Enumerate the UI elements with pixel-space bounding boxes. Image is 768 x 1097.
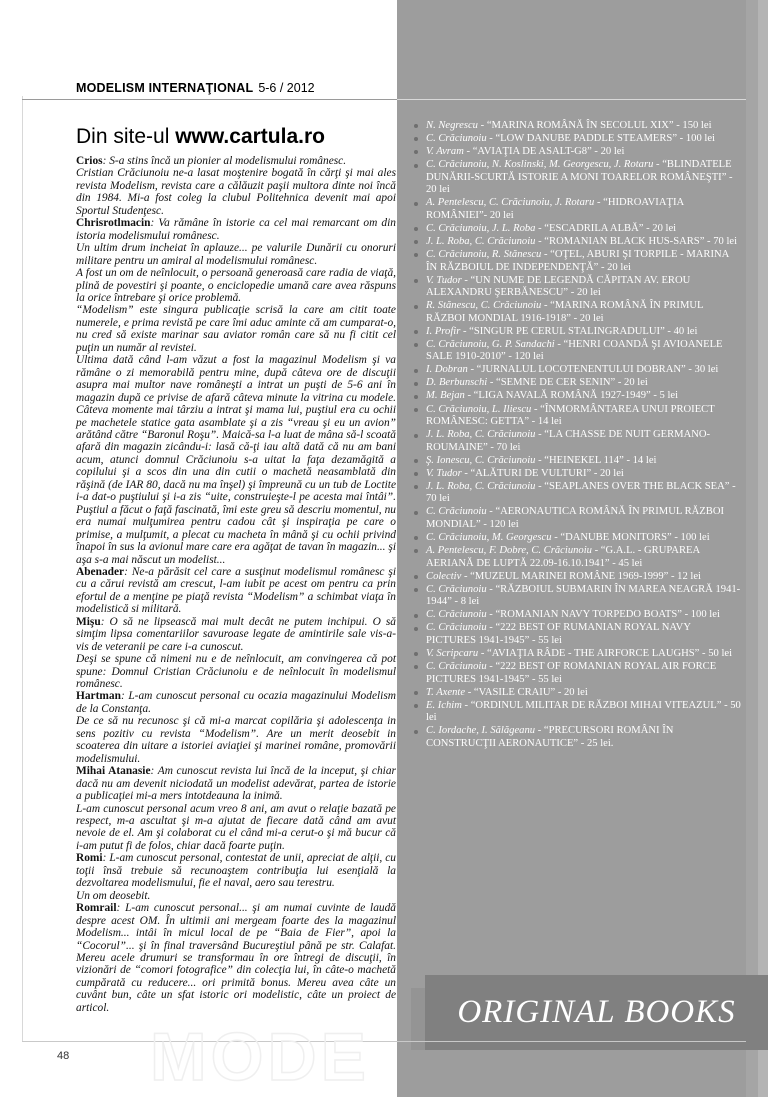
book-list-item bbox=[412, 197, 742, 222]
article-body bbox=[76, 155, 396, 1014]
paragraph-text: “Modelism” este singura publicaţie scrisă la care am citit toate numerele, e prima revistă pe care îmi aduc aminte că am cumparat-o, nu cred să existe marinar sau aviator român care să nu fi citit cel puţin un număr al revistei. bbox=[76, 304, 396, 354]
book-author: V. Tudor bbox=[426, 274, 465, 286]
book-author: C. Crăciunoiu bbox=[426, 583, 490, 595]
book-title-price: - “G.A.L. - GRUPAREA AERIANĂ DE LUPTĂ 22.09-16.10.1941” - 45 lei bbox=[426, 545, 700, 569]
book-title-price: - “SEMNE DE CER SENIN” - 20 lei bbox=[489, 377, 648, 389]
book-author: C. Crăciunoiu, G. P. Sandachi bbox=[426, 338, 558, 350]
book-title-price: - “MARINA ROMÂNĂ ÎN SECOLUL XIX” - 150 lei bbox=[480, 120, 712, 131]
book-author: C. Crăciunoiu bbox=[426, 609, 490, 621]
book-list-item bbox=[412, 364, 742, 377]
article-title-lead: Din site-ul bbox=[76, 125, 176, 148]
paragraph-text: A fost un om de neînlocuit, o persoană generoasă care radia de viaţă, plină de povestiri şi poante, o enciclopedie umană care avea răspuns la orice întrebare şi orice problemă. bbox=[76, 267, 396, 304]
book-list-item bbox=[412, 532, 742, 545]
bullet-icon bbox=[414, 164, 418, 168]
book-author: C. Crăciunoiu, M. Georgescu bbox=[426, 532, 555, 543]
book-list-item bbox=[412, 377, 742, 390]
commenter-name: Chrisrotlmacin bbox=[76, 217, 151, 230]
bullet-icon bbox=[414, 202, 418, 206]
book-author: V. Avram bbox=[426, 146, 467, 158]
bullet-icon bbox=[414, 227, 418, 231]
book-title-price: - “MARINA ROMÂNĂ ÎN PRIMUL RĂZBOI MONDIAL 1916-1918” - 20 lei bbox=[426, 300, 704, 324]
paragraph-text: : L-am cunoscut personal cu ocazia magazinului Modelism de la Constanţa. bbox=[76, 690, 396, 715]
book-title-price: - “ÎNMORMÂNTAREA UNUI PROIECT ROMÂNESC: GETTA” - 14 lei bbox=[426, 403, 715, 428]
bullet-icon bbox=[414, 279, 418, 283]
bullet-icon bbox=[414, 485, 418, 489]
book-author: I. Profir bbox=[426, 325, 463, 337]
bullet-icon bbox=[414, 549, 418, 553]
bullet-icon bbox=[414, 150, 418, 154]
paragraph-text: Ultima dată când l-am văzut a fost la magazinul Modelism şi va rămâne o zi memorabilă pentru mine, după câteva ore de discuţii asupra mai multor nave româneşti a intrat un puşti de 5-6 ani în magazin după ce privise de afară câteva minute la vitrina cu modele. Câteva momente mai târziu a intrat şi mama lui, puştiul era cu ochii pe machetele statice gata asamblate şi a zis “vreau şi eu un avion” arătând către “Baronul Roşu”. Maică-sa l-a luat de mâna să-l scoată afară din magazin zicându-i: lasă că-ţi iau altă dată că nu am bani acum, atunci domnul Crăciunoiu s-a uitat la faţa dezamăgită a copilului şi a scos din una din cutii o machetă neasamblată din răşină (de IAR 80, dacă nu ma înşel) şi împreună cu un tub de Loctite i-a dat-o puştiului şi i-a zis “uite, construieşte-l pe acesta mai întâi”. Puştiul a făcut o faţă fascinată, îmi este greu să descriu momentul, nu era numai mulţumirea pentru cadou cât şi inspiraţia pe care o primise, a mulţumit, a plecat cu macheta în mână şi cu ochii privind înapoi în sus la avionul mare care era agăţat de tavan în magazin... şi aşa s-a mai născut un modelist... bbox=[76, 354, 396, 566]
book-author: C. Crăciunoiu bbox=[426, 506, 490, 518]
bullet-icon bbox=[414, 305, 418, 309]
book-list-item bbox=[412, 275, 742, 300]
article-paragraph bbox=[76, 690, 396, 715]
book-title-price: - “UN NUME DE LEGENDĂ CĂPITAN AV. EROU ALEXANDRU ŞERBĂNESCU” - 20 lei bbox=[426, 274, 691, 299]
book-title-price: - “PRECURSORI ROMÂNI ÎN CONSTRUCŢII AERONAUTICE” - 25 lei. bbox=[426, 725, 674, 749]
paragraph-text: : O să ne lipsească mai mult decât ne putem inchipui. O să simţim lipsa comentariilor savuroase legate de amintirile sale vis-a-vis de veteranii pe care i-a cunoscut. bbox=[76, 615, 396, 653]
book-author: D. Berbunschi bbox=[426, 377, 490, 389]
book-author: A. Pentelescu, F. Dobre, C. Crăciunoiu bbox=[426, 545, 595, 557]
book-title-price: - “LOW DANUBE PADDLE STEAMERS” - 100 lei bbox=[489, 133, 715, 145]
book-title-price: - “LIGA NAVALĂ ROMÂNĂ 1927-1949” - 5 lei bbox=[467, 390, 679, 402]
article-paragraph bbox=[76, 616, 396, 653]
book-list-item bbox=[412, 687, 742, 700]
book-author: C. Crăciunoiu, N. Koslinski, M. Georgescu, J. Rotaru bbox=[426, 159, 657, 171]
header-divider-right bbox=[397, 99, 746, 100]
running-header bbox=[76, 81, 315, 95]
book-author: Ş. Ionescu, C. Crăciunoiu bbox=[426, 454, 539, 466]
book-title-price: - “HENRI COANDĂ ŞI AVIOANELE SALE 1910-2010” - 120 lei bbox=[426, 338, 723, 363]
bullet-icon bbox=[414, 343, 418, 347]
issue-number: 5-6 / 2012 bbox=[258, 81, 315, 95]
book-list bbox=[412, 120, 742, 751]
book-list-item bbox=[412, 236, 742, 249]
bullet-icon bbox=[414, 536, 418, 540]
book-list-item bbox=[412, 223, 742, 236]
paragraph-text: : Va rămâne în istorie ca cel mai remarcant om din istoria modelismului românesc. bbox=[76, 217, 396, 242]
book-title-price: - “SEAPLANES OVER THE BLACK SEA” - 70 lei bbox=[426, 480, 736, 505]
article-paragraph bbox=[76, 902, 396, 1014]
book-title-price: - “AERONAUTICA ROMÂNĂ ÎN PRIMUL RĂZBOI MONDIAL” - 120 lei bbox=[426, 506, 725, 530]
footer-divider bbox=[22, 1041, 746, 1042]
bullet-icon bbox=[414, 434, 418, 438]
page-edge-highlight bbox=[758, 0, 768, 1097]
book-title-price: - “BLINDATELE DUNĂRII-SCURTĂ ISTORIE A MONI TOARELOR ROMÂNEŞTI” - 20 lei bbox=[426, 159, 733, 196]
book-list-item bbox=[412, 339, 742, 364]
book-list-item bbox=[412, 300, 742, 325]
book-author: I. Dobran bbox=[426, 364, 471, 376]
paragraph-text: : L-am cunoscut personal, contestat de unii, apreciat de alţii, cu toţii însă trebuie să recunoaştem contribuţia lui esenţială la dezvoltarea modelismului, fie el naval, aero sau terestru. bbox=[76, 852, 396, 890]
commenter-name: Crios bbox=[76, 155, 103, 167]
left-margin-rule bbox=[22, 96, 23, 1041]
article-paragraph bbox=[76, 566, 396, 616]
original-books-label: ORIGINAL BOOKS bbox=[457, 994, 736, 1030]
book-list-item bbox=[412, 468, 742, 481]
bullet-icon bbox=[414, 511, 418, 515]
book-title-price: - “ESCADRILA ALBĂ” - 20 lei bbox=[538, 222, 677, 234]
bullet-icon bbox=[414, 665, 418, 669]
article-paragraph bbox=[76, 242, 396, 267]
book-list-item bbox=[412, 609, 742, 622]
book-list-item bbox=[412, 249, 742, 274]
bullet-icon bbox=[414, 459, 418, 463]
commenter-name: Mişu bbox=[76, 615, 101, 628]
book-title-price: - “ORDINUL MILITAR DE RĂZBOI MIHAI VITEAZUL” - 50 lei bbox=[426, 699, 741, 724]
commenter-name: Hartman bbox=[76, 690, 121, 703]
paragraph-text: : S-a stins încă un pionier al modelismului românesc. bbox=[102, 155, 347, 167]
commenter-name: Abenader bbox=[76, 565, 125, 578]
bullet-icon bbox=[414, 730, 418, 734]
article-paragraph bbox=[76, 155, 396, 167]
book-author: C. Crăciunoiu, L. Iliescu bbox=[426, 403, 534, 415]
book-title-price: - “SINGUR PE CERUL STALINGRADULUI” - 40 lei bbox=[462, 325, 698, 337]
article-paragraph bbox=[76, 803, 396, 853]
book-title-price: - “JURNALUL LOCOTENENTULUI DOBRAN” - 30 lei bbox=[470, 364, 719, 376]
paragraph-text: : Ne-a părăsit cel care a susţinut modelismul românesc şi cu a cărui revistă am crescut, l-am iubit pe acest om pentru ca prin efortul de a menţine pe piaţă revista “Modelism” a schimbat viaţa în modelistică si militară. bbox=[76, 565, 396, 616]
bullet-icon bbox=[414, 382, 418, 386]
paragraph-text: L-am cunoscut personal acum vreo 8 ani, am avut o relaţie bazată pe respect, m-a ascultat şi m-a ajutat de fiecare dată când am avut nevoie de el. Am şi colaborat cu el când mi-a cerut-o şi mă bucur că i-am putut fi de folos, chiar dacă foarte puţin. bbox=[76, 802, 396, 852]
bullet-icon bbox=[414, 253, 418, 257]
book-author: N. Negrescu bbox=[426, 120, 481, 131]
bullet-icon bbox=[414, 627, 418, 631]
bullet-icon bbox=[414, 408, 418, 412]
book-author: T. Axente bbox=[426, 686, 468, 698]
article-paragraph bbox=[76, 304, 396, 354]
commenter-name: Romi bbox=[76, 852, 103, 865]
bullet-icon bbox=[414, 704, 418, 708]
book-list-item bbox=[412, 661, 742, 686]
paragraph-text: Cristian Crăciunoiu ne-a lasat moştenire bogată în cărţi şi mai ales revista Modelism, revista care a călăuzit paşii multora dinte noi încă din 1984. Mi-a fost coleg la clubul Politehnica devenit mai apoi Sportul Studenţesc. bbox=[76, 167, 396, 217]
book-author: E. Ichim bbox=[426, 699, 465, 711]
article-paragraph bbox=[76, 852, 396, 889]
book-list-item bbox=[412, 133, 742, 146]
bullet-icon bbox=[414, 575, 418, 579]
book-list-item bbox=[412, 404, 742, 429]
book-title-price: - “DANUBE MONITORS” - 100 lei bbox=[554, 532, 710, 543]
bullet-icon bbox=[414, 395, 418, 399]
original-books-banner bbox=[425, 975, 768, 1050]
article-paragraph bbox=[76, 267, 396, 304]
book-title-price: - “HIDROAVIAŢIA ROMÂNIEI”- 20 lei bbox=[426, 197, 684, 221]
book-list-item bbox=[412, 506, 742, 531]
paragraph-text: De ce să nu recunosc şi că mi-a marcat copilăria şi adolescenţa in sens pozitiv cu revista “Modelism”. Are un merit deosebit in scoaterea din uitare a istoriei aviaţiei şi marinei române, promovării modelismului. bbox=[76, 715, 396, 765]
book-author: C. Crăciunoiu, R. Stănescu bbox=[426, 248, 544, 260]
book-list-item bbox=[412, 571, 742, 584]
book-author: R. Stănescu, C. Crăciunoiu bbox=[426, 300, 544, 312]
article-paragraph bbox=[76, 167, 396, 217]
bullet-icon bbox=[414, 652, 418, 656]
book-title-price: - “ALĂTURI DE VULTURI” - 20 lei bbox=[464, 467, 624, 479]
book-title-price: - “222 BEST OF RUMANIAN ROYAL NAVY PICTURES 1941-1945” - 55 lei bbox=[426, 622, 691, 646]
book-author: J. L. Roba, C. Crăciunoiu bbox=[426, 429, 539, 441]
bullet-icon bbox=[414, 472, 418, 476]
bullet-icon bbox=[414, 588, 418, 592]
book-title-price: - “AVIAŢIA RÂDE - THE AIRFORCE LAUGHS” - 50 lei bbox=[480, 647, 733, 659]
paragraph-text: : L-am cunoscut personal... şi am numai cuvinte de laudă despre acest OM. În ultimii ani mergeam foarte des la magazinul Modelism... intâi în micul local de pe “Baia de Fier”, apoi la “Cocorul”... şi în final traversând Bucureştiul până pe str. Calafat. Mereu acele drumuri se transformau în ore întregi de discuţii, în vizionări de “comori fotografice” din colecţia lui, în câte-o machetă cumpărată cu reducere... ori primită bonus. Mereu avea câte un cuvânt bun, câte un sfat istoric ori modelistic, câte un proiect de articol. bbox=[76, 902, 396, 1014]
paragraph-text: Un om deosebit. bbox=[76, 889, 151, 902]
bullet-icon bbox=[414, 137, 418, 141]
page-number: 48 bbox=[57, 1050, 70, 1062]
book-author: C. Iordache, I. Sălăgeanu bbox=[426, 725, 538, 737]
article-title bbox=[76, 125, 396, 149]
article-paragraph bbox=[76, 715, 396, 765]
book-author: M. Bejan bbox=[426, 390, 468, 402]
commenter-name: Mihai Atanasie bbox=[76, 765, 151, 778]
paragraph-text: Deşi se spune că nimeni nu e de neînlocuit, am convingerea că pot spune: Domnul Cristian Crăciunoiu e de neînlocuit în modelismul românesc. bbox=[76, 653, 396, 691]
bullet-icon bbox=[414, 691, 418, 695]
book-list-item bbox=[412, 159, 742, 197]
article-paragraph bbox=[76, 217, 396, 242]
book-title-price: - “MUZEUL MARINEI ROMÂNE 1969-1999” - 12 lei bbox=[463, 570, 701, 582]
magazine-title: MODELISM INTERNAŢIONAL bbox=[76, 81, 254, 95]
commenter-name: Romrail bbox=[76, 902, 117, 915]
bullet-icon bbox=[414, 330, 418, 334]
article-paragraph bbox=[76, 765, 396, 802]
book-author: V. Scripcaru bbox=[426, 647, 481, 659]
article-paragraph bbox=[76, 890, 396, 902]
book-list-item bbox=[412, 146, 742, 159]
book-title-price: - “LA CHASSE DE NUIT GERMANO-ROUMAINE” - 70 lei bbox=[426, 429, 711, 453]
book-title-price: - “ROMANIAN BLACK HUS-SARS” - 70 lei bbox=[538, 235, 738, 247]
book-title-price: - “222 BEST OF ROMANIAN ROYAL AIR FORCE PICTURES 1941-1945” - 55 lei bbox=[426, 660, 717, 685]
book-list-item bbox=[412, 455, 742, 468]
book-list-item bbox=[412, 481, 742, 506]
book-list-item bbox=[412, 584, 742, 609]
book-author: C. Crăciunoiu bbox=[426, 660, 490, 672]
paragraph-text: : Am cunoscut revista lui încă de la inceput, şi chiar dacă nu am devenit niciodată un modelist adevărat, partea de istorie a publicaţiei mi-a mers intotdeauna la inimă. bbox=[76, 765, 396, 803]
book-author: C. Crăciunoiu, J. L. Roba bbox=[426, 222, 539, 234]
book-title-price: - “AVIAŢIA DE ASALT-G8” - 20 lei bbox=[466, 146, 625, 158]
book-list-item bbox=[412, 700, 742, 725]
book-title-price: - “RĂZBOIUL SUBMARIN ÎN MAREA NEAGRĂ 1941-1944” - 8 lei bbox=[426, 583, 741, 608]
book-author: Colectiv bbox=[426, 570, 464, 582]
book-author: J. L. Roba, C. Crăciunoiu bbox=[426, 235, 539, 247]
book-list-item bbox=[412, 622, 742, 647]
book-author: V. Tudor bbox=[426, 467, 465, 479]
book-list-item bbox=[412, 429, 742, 454]
book-title-price: - “OŢEL, ABURI ŞI TORPILE - MARINA ÎN RĂZBOIUL DE INDEPENDENŢĂ” - 20 lei bbox=[426, 248, 729, 273]
book-author: A. Pentelescu, C. Crăciunoiu, J. Rotaru bbox=[426, 197, 597, 209]
article-title-website: www.cartula.ro bbox=[175, 125, 325, 148]
book-title-price: - “VASILE CRAIU” - 20 lei bbox=[467, 686, 588, 698]
book-list-item bbox=[412, 725, 742, 750]
book-author: C. Crăciunoiu bbox=[426, 622, 490, 634]
bullet-icon bbox=[414, 614, 418, 618]
article-paragraph bbox=[76, 354, 396, 566]
book-list-item bbox=[412, 545, 742, 570]
book-list-item bbox=[412, 390, 742, 403]
book-list-item bbox=[412, 648, 742, 661]
bullet-icon bbox=[414, 240, 418, 244]
book-list-item bbox=[412, 326, 742, 339]
book-title-price: - “ROMANIAN NAVY TORPEDO BOATS” - 100 lei bbox=[489, 609, 720, 621]
article-paragraph bbox=[76, 653, 396, 690]
book-author: J. L. Roba, C. Crăciunoiu bbox=[426, 480, 539, 492]
bullet-icon bbox=[414, 369, 418, 373]
book-author: C. Crăciunoiu bbox=[426, 133, 490, 145]
book-list-item bbox=[412, 120, 742, 133]
bullet-icon bbox=[414, 124, 418, 128]
book-title-price: - “HEINEKEL 114” - 14 lei bbox=[538, 454, 657, 466]
paragraph-text: Un ultim drum incheiat în aplauze... pe valurile Dunării cu onoruri militare pentru un amiral al modelismului românesc. bbox=[76, 242, 396, 267]
